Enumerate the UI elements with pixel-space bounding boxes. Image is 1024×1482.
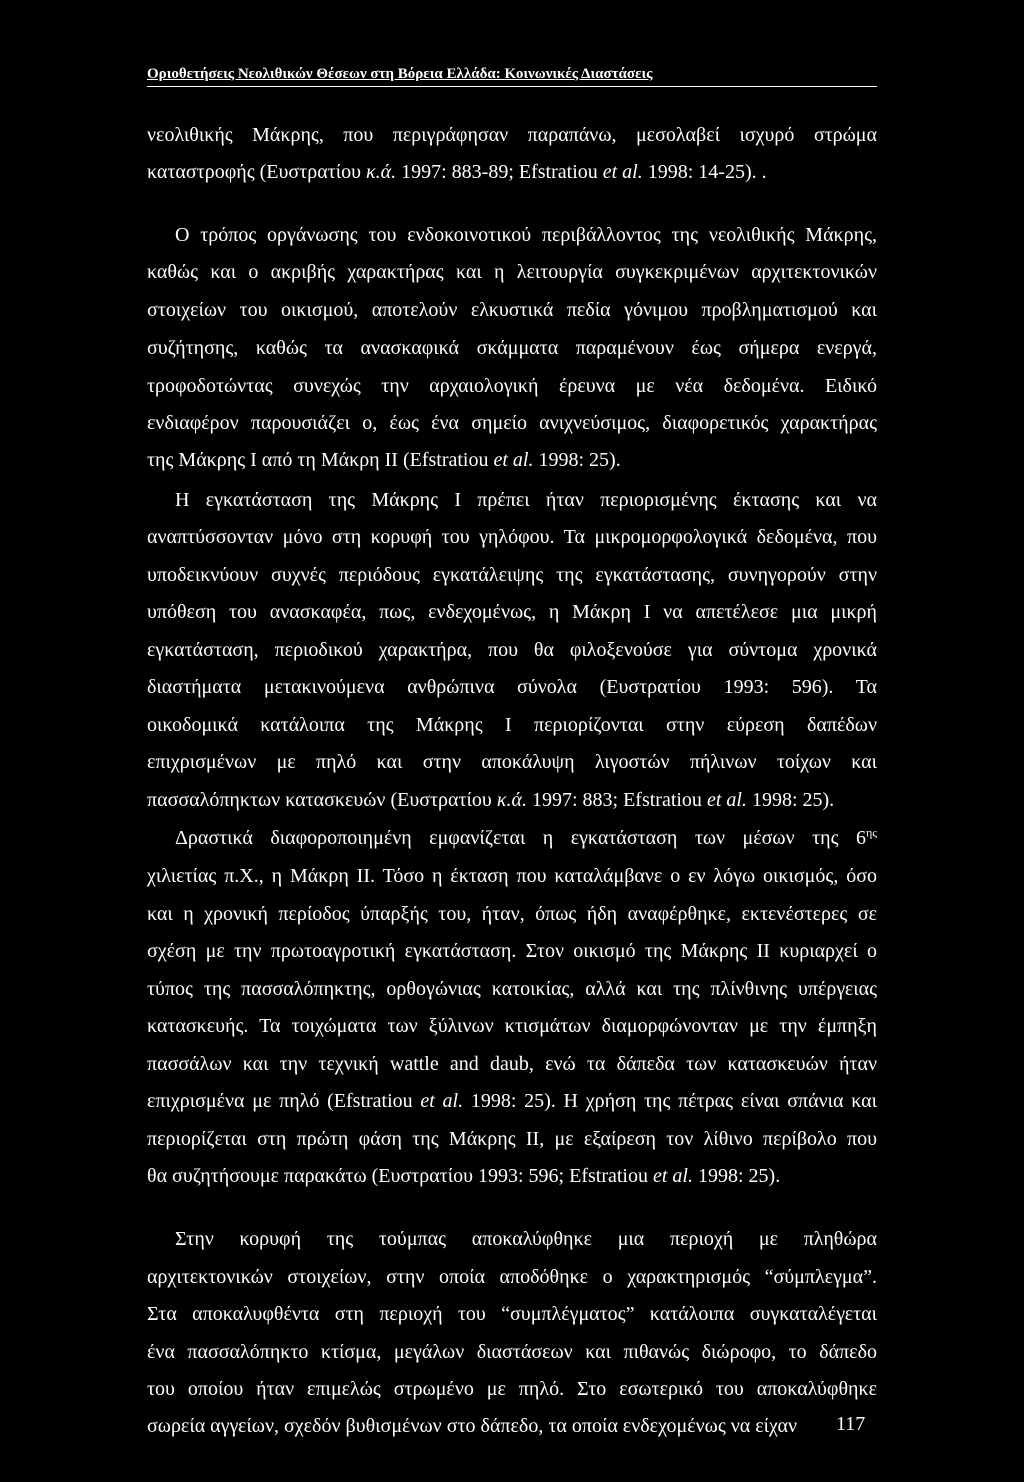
text-line: θα συζητήσουμε παρακάτω (Ευστρατίου 1993: 596; Efstratiou et al. 1998: 25). (147, 1165, 781, 1187)
text-line: Ο τρόπος οργάνωσης του ενδοκοινοτικού περιβάλλοντος της νεολιθικής Μάκρης, (175, 224, 877, 246)
text-line: σχέση με την πρωτοαγροτική εγκατάσταση. Στον οικισμό της Μάκρης ΙΙ κυριαρχεί ο (147, 940, 877, 962)
text-line: πασσαλόπηκτων κατασκευών (Ευστρατίου κ.ά. 1997: 883; Efstratiou et al. 1998: 25). (147, 789, 835, 811)
text-line: του οποίου ήταν επιμελώς στρωμένο με πηλό. Στο εσωτερικό του αποκαλύφθηκε (147, 1378, 877, 1400)
text-line: διαστήματα μετακινούμενα ανθρώπινα σύνολα (Ευστρατίου 1993: 596). Τα (147, 676, 877, 698)
text-line: καθώς και ο ακριβής χαρακτήρας και η λειτουργία συγκεκριμένων αρχιτεκτονικών (147, 261, 877, 283)
text-line: και η χρονική περίοδος ύπαρξής του, ήταν, όπως ήδη αναφέρθηκε, εκτενέστερες σε (147, 903, 877, 925)
text-line: τροφοδοτώντας συνεχώς την αρχαιολογική έρευνα με νέα δεδομένα. Ειδικό (147, 375, 877, 397)
text-line: πασσάλων και την τεχνική wattle and daub, ενώ τα δάπεδα των κατασκευών ήταν (147, 1053, 877, 1075)
text-line: εγκατάσταση, περιοδικού χαρακτήρα, που θα φιλοξενούσε για σύντομα χρονικά (147, 639, 877, 661)
text-line: καταστροφής (Ευστρατίου κ.ά. 1997: 883-89; Efstratiou et al. 1998: 14-25). . (147, 161, 767, 183)
text-line: κατασκευής. Τα τοιχώματα των ξύλινων κτισμάτων διαμορφώνονταν με την έμπηξη (147, 1015, 877, 1037)
text-line: αρχιτεκτονικών στοιχείων, στην οποία αποδόθηκε ο χαρακτηρισμός “σύμπλεγμα”. (147, 1266, 877, 1288)
text-line: νεολιθικής Μάκρης, που περιγράφησαν παραπάνω, μεσολαβεί ισχυρό στρώμα (147, 124, 877, 146)
text-line: συζήτησης, καθώς τα ανασκαφικά σκάμματα παραμένουν έως σήμερα ενεργά, (147, 337, 877, 359)
text-line: Δραστικά διαφοροποιημένη εμφανίζεται η εγκατάσταση των μέσων της $6^{\eta\varsigma}$ (175, 825, 877, 849)
page-number: 117 (836, 1413, 866, 1435)
text-line: στοιχείων του οικισμού, αποτελούν ελκυστικά πεδία γόνιμου προβληματισμού και (147, 299, 877, 321)
text-line: της Μάκρης Ι από τη Μάκρη ΙΙ (Efstratiou et al. 1998: 25). (147, 449, 621, 471)
text-line: ένα πασσαλόπηκτο κτίσμα, μεγάλων διαστάσεων και πιθανώς διώροφο, το δάπεδο (147, 1341, 877, 1363)
text-line: υπόθεση του ανασκαφέα, πως, ενδεχομένως, η Μάκρη Ι να απετέλεσε μια μικρή (147, 601, 877, 623)
text-line: επιχρισμένα με πηλό (Efstratiou et al. 1998: 25). Η χρήση της πέτρας είναι σπάνια και (147, 1090, 877, 1112)
text-line: αναπτύσσονταν μόνο στη κορυφή του γηλόφου. Τα μικρομορφολογικά δεδομένα, που (147, 526, 877, 548)
text-line: τύπος της πασσαλόπηκτης, ορθογώνιας κατοικίας, αλλά και της πλίνθινης υπέργειας (147, 978, 877, 1000)
text-line: Στα αποκαλυφθέντα στη περιοχή του “συμπλέγματος” κατάλοιπα συγκαταλέγεται (147, 1303, 877, 1325)
running-header: Οριοθετήσεις Νεολιθικών Θέσεων στη Βόρεια Ελλάδα: Κοινωνικές Διαστάσεις (147, 66, 653, 82)
text-line: χιλιετίας π.Χ., η Μάκρη ΙΙ. Τόσο η έκταση που καταλάμβανε ο εν λόγω οικισμός, όσο (147, 865, 877, 887)
header-rule (147, 86, 877, 87)
text-line: περιορίζεται στη πρώτη φάση της Μάκρης ΙΙ, με εξαίρεση τον λίθινο περίβολο που (147, 1128, 877, 1150)
text-line: Η εγκατάσταση της Μάκρης Ι πρέπει ήταν περιορισμένης έκτασης και να (175, 489, 877, 511)
text-line: επιχρισμένων με πηλό και στην αποκάλυψη λιγοστών πήλινων τοίχων και (147, 751, 877, 773)
text-line: σωρεία αγγείων, σχεδόν βυθισμένων στο δάπεδο, τα οποία ενδεχομένως να είχαν (147, 1415, 798, 1437)
text-line: οικοδομικά κατάλοιπα της Μάκρης Ι περιορίζονται στην εύρεση δαπέδων (147, 714, 877, 736)
text-line: ενδιαφέρον παρουσιάζει ο, έως ένα σημείο ανιχνεύσιμος, διαφορετικός χαρακτήρας (147, 412, 877, 434)
text-line: Στην κορυφή της τούμπας αποκαλύφθηκε μια περιοχή με πληθώρα (175, 1228, 877, 1250)
text-line: υποδεικνύουν συχνές περιόδους εγκατάλειψης της εγκατάστασης, συνηγορούν στην (147, 564, 877, 586)
